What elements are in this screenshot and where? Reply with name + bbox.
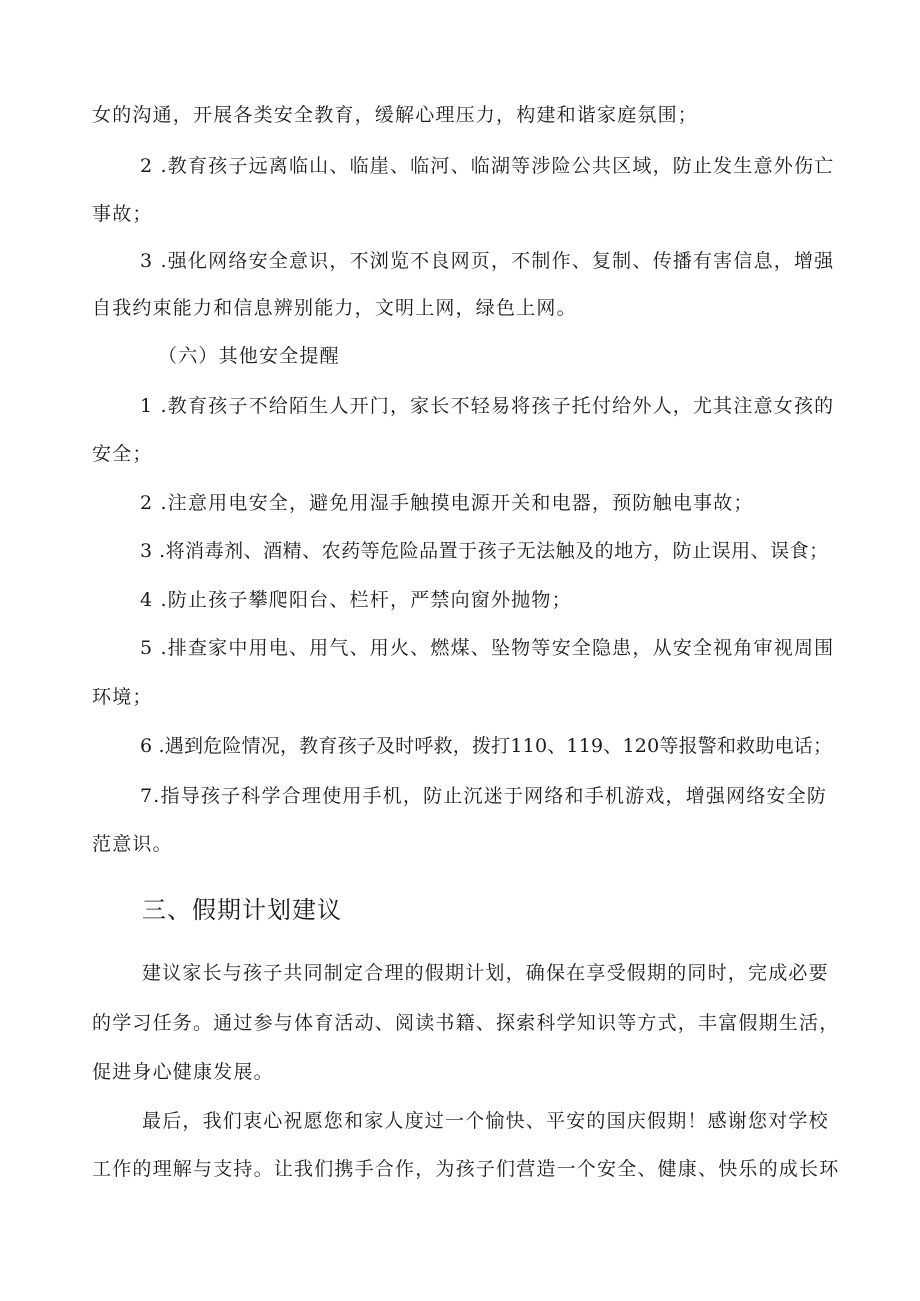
paragraph-line: 的学习任务。通过参与体育活动、阅读书籍、探索科学知识等方式，丰富假期生活， bbox=[92, 1012, 840, 1034]
paragraph-line: 事故； bbox=[92, 203, 153, 225]
paragraph-line: 工作的理解与支持。让我们携手合作，为孩子们营造一个安全、健康、快乐的成长环 bbox=[92, 1158, 840, 1180]
section-heading: 三、假期计划建议 bbox=[142, 896, 342, 924]
paragraph-line: 建议家长与孩子共同制定合理的假期计划，确保在享受假期的同时，完成必要 bbox=[142, 962, 829, 984]
list-item-line: 3 .强化网络安全意识，不浏览不良网页，不制作、复制、传播有害信息，增强 bbox=[140, 250, 835, 272]
paragraph-line: 环境； bbox=[92, 686, 153, 708]
paragraph-line: 最后，我们衷心祝愿您和家人度过一个愉快、平安的国庆假期！感谢您对学校 bbox=[142, 1110, 829, 1132]
list-item-line: 7.指导孩子科学合理使用手机，防止沉迷于网络和手机游戏，增强网络安全防 bbox=[140, 785, 828, 807]
list-item-line: 4 .防止孩子攀爬阳台、栏杆，严禁向窗外抛物； bbox=[140, 589, 572, 611]
list-item-line: 5 .排查家中用电、用气、用火、燃煤、坠物等安全隐患，从安全视角审视周围 bbox=[140, 637, 835, 659]
paragraph-line: 范意识。 bbox=[92, 833, 173, 855]
paragraph-line: 自我约束能力和信息辨别能力，文明上网，绿色上网。 bbox=[92, 297, 577, 319]
list-item-line: 2 .教育孩子远离临山、临崖、临河、临湖等涉险公共区域，防止发生意外伤亡 bbox=[140, 155, 835, 177]
list-item-line: 2 .注意用电安全，避免用湿手触摸电源开关和电器，预防触电事故； bbox=[140, 492, 754, 514]
list-item-line: 1 .教育孩子不给陌生人开门，家长不轻易将孩子托付给外人，尤其注意女孩的 bbox=[140, 395, 835, 417]
list-item-line: 3 .将消毒剂、酒精、农药等危险品置于孩子无法触及的地方，防止误用、误食； bbox=[140, 540, 829, 562]
list-item-line: 6 .遇到危险情况，教育孩子及时呼救，拨打110、119、120等报警和救助电话； bbox=[140, 735, 833, 757]
paragraph-line: 女的沟通，开展各类安全教育，缓解心理压力，构建和谐家庭氛围； bbox=[92, 104, 699, 126]
paragraph-line: 安全； bbox=[92, 443, 153, 465]
paragraph-line: 促进身心健康发展。 bbox=[92, 1061, 274, 1083]
subsection-title: （六）其他安全提醒 bbox=[158, 345, 340, 367]
